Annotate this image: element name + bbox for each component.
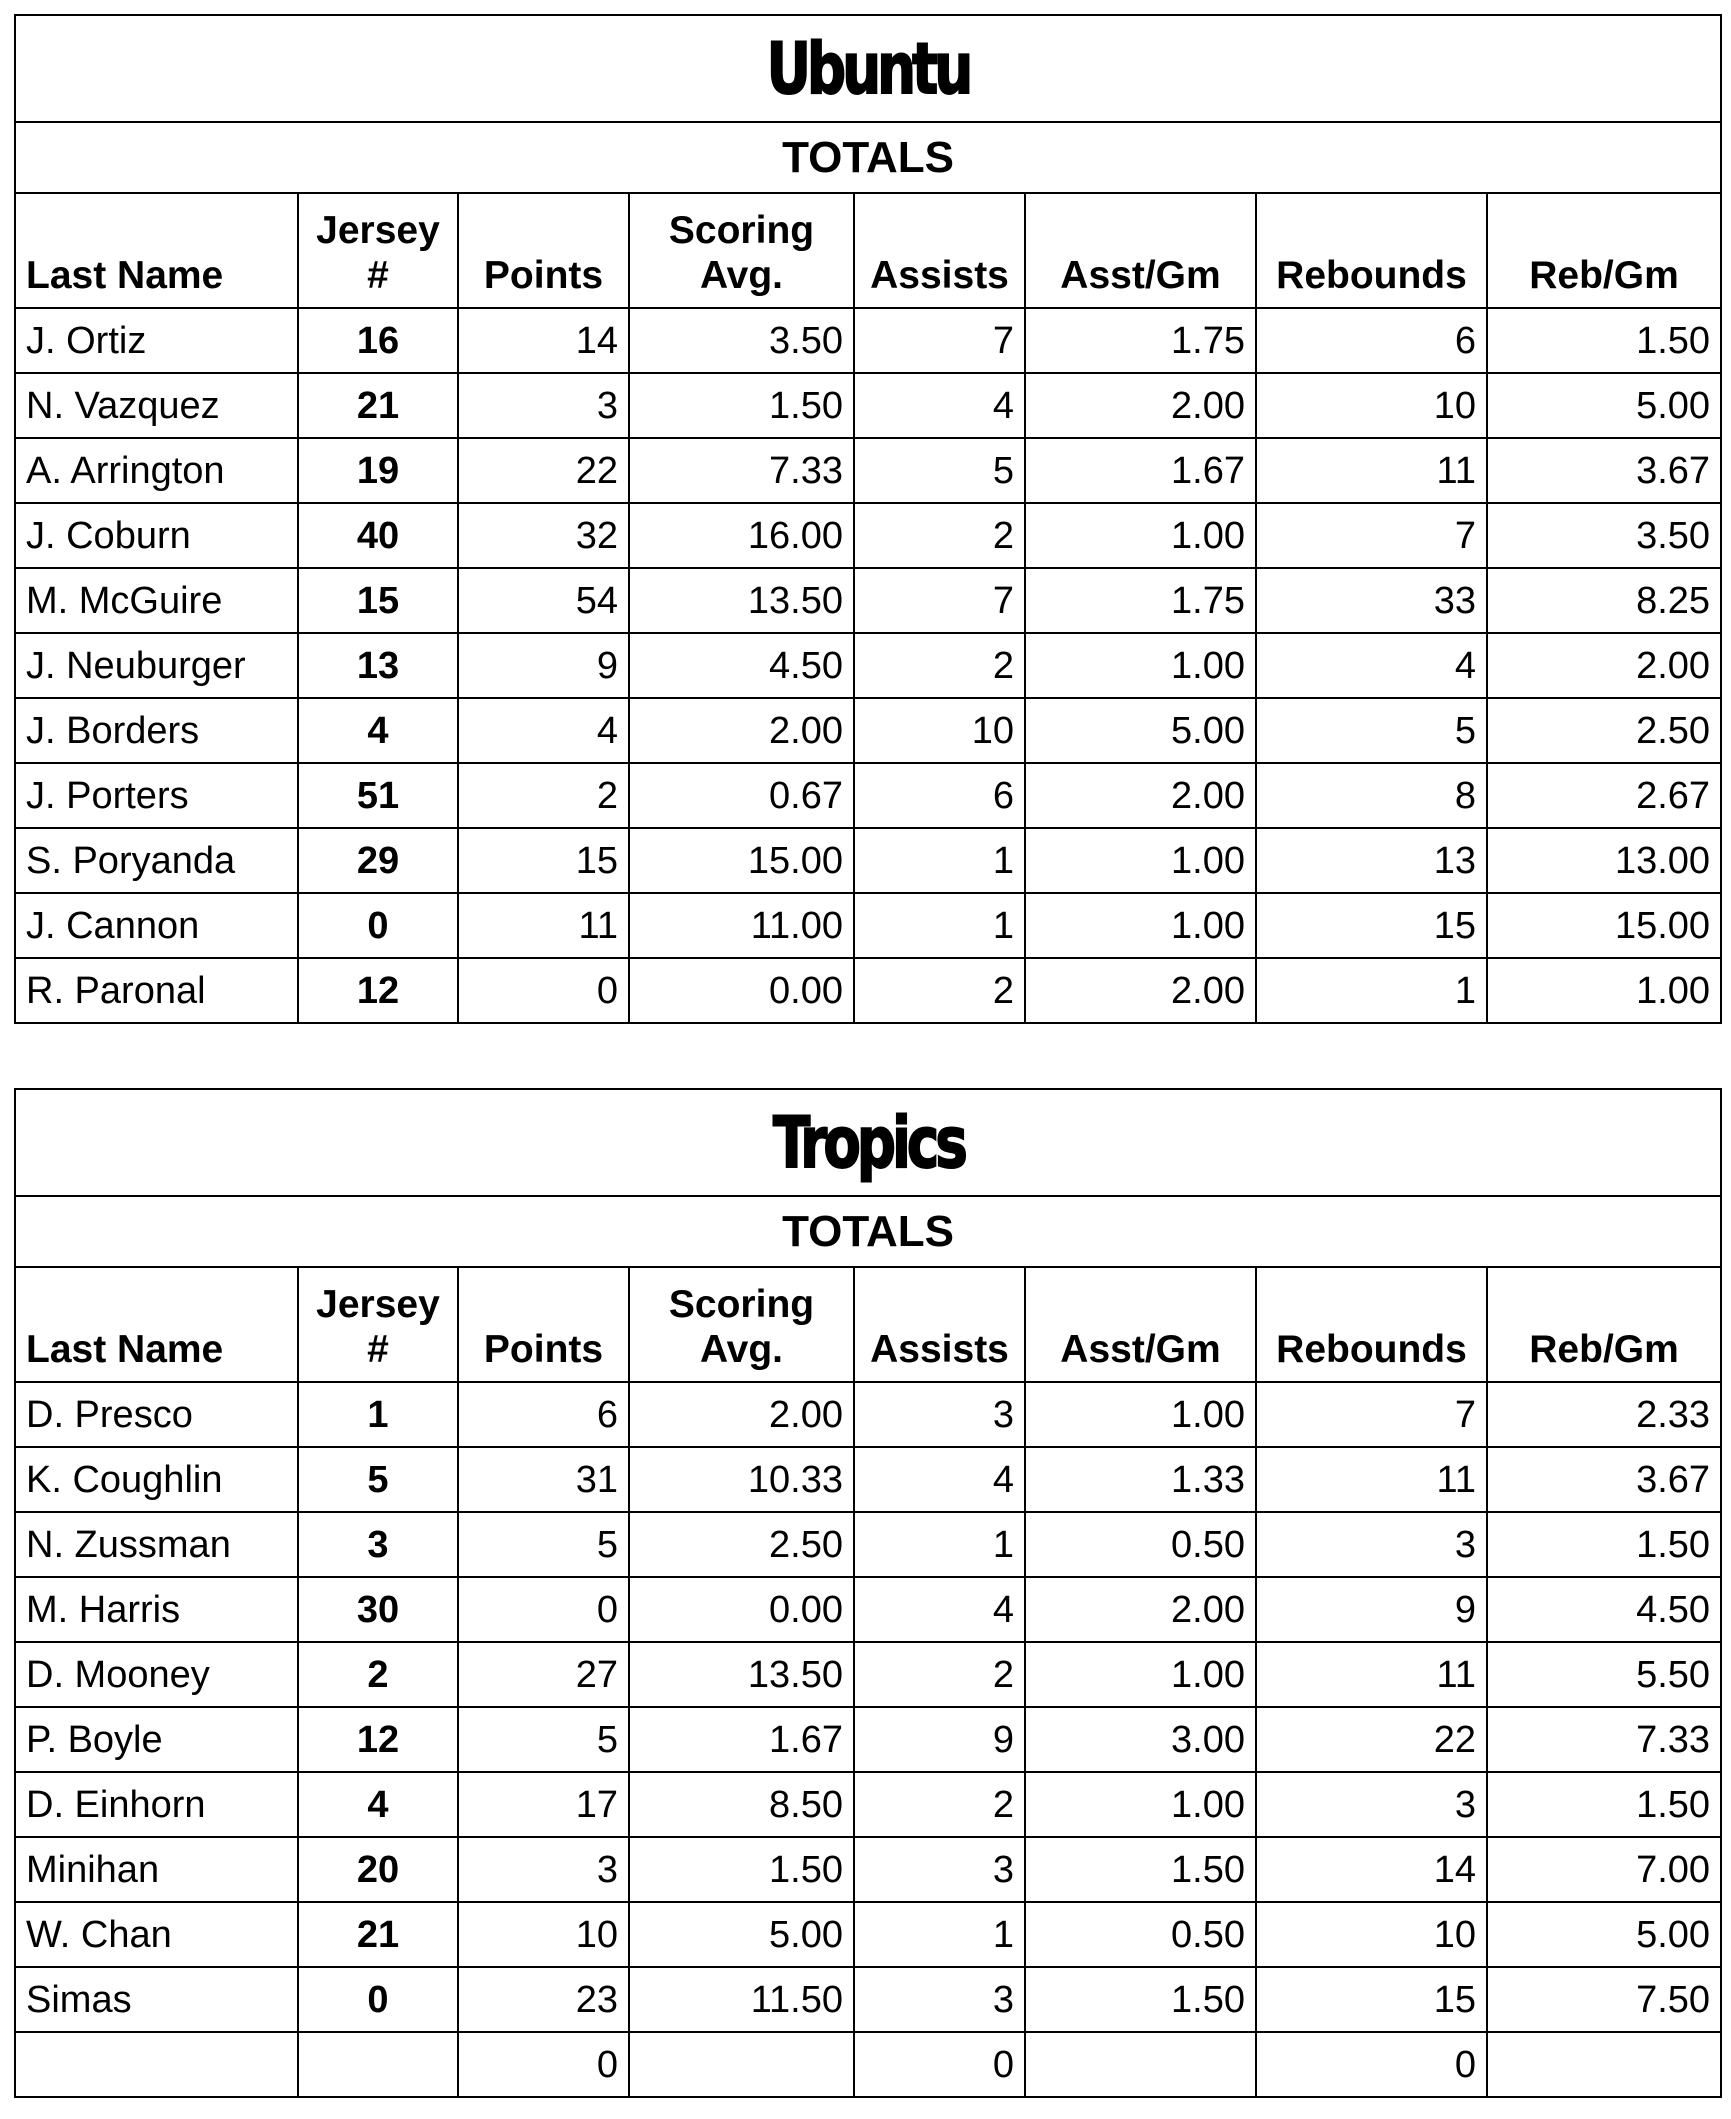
cell-assists: 3 xyxy=(854,1967,1025,2032)
cell-points: 15 xyxy=(458,828,629,893)
cell-asst-gm: 1.50 xyxy=(1025,1967,1256,2032)
cell-assists: 0 xyxy=(854,2032,1025,2097)
cell-reb-gm: 1.50 xyxy=(1487,1772,1721,1837)
cell-assists: 6 xyxy=(854,763,1025,828)
header-reb-gm: Reb/Gm xyxy=(1487,1267,1721,1382)
cell-jersey: 19 xyxy=(298,438,458,503)
cell-rebounds: 11 xyxy=(1256,438,1487,503)
cell-scoring-avg: 1.67 xyxy=(629,1707,854,1772)
cell-last-name: S. Poryanda xyxy=(15,828,298,893)
cell-rebounds: 22 xyxy=(1256,1707,1487,1772)
cell-assists: 2 xyxy=(854,503,1025,568)
header-asst-gm: Asst/Gm xyxy=(1025,193,1256,308)
cell-rebounds: 4 xyxy=(1256,633,1487,698)
cell-assists: 2 xyxy=(854,633,1025,698)
cell-jersey: 20 xyxy=(298,1837,458,1902)
cell-last-name: W. Chan xyxy=(15,1902,298,1967)
cell-jersey: 21 xyxy=(298,373,458,438)
header-points: Points xyxy=(458,193,629,308)
table-row xyxy=(15,2032,1721,2097)
cell-rebounds: 7 xyxy=(1256,1382,1487,1447)
cell-last-name: Minihan xyxy=(15,1837,298,1902)
team-table-tropics xyxy=(14,1088,1722,2098)
cell-rebounds: 1 xyxy=(1256,958,1487,1023)
cell-points: 2 xyxy=(458,763,629,828)
cell-reb-gm: 2.67 xyxy=(1487,763,1721,828)
table-row xyxy=(15,1382,1721,1447)
cell-asst-gm: 3.00 xyxy=(1025,1707,1256,1772)
cell-scoring-avg xyxy=(629,2032,854,2097)
cell-rebounds: 11 xyxy=(1256,1642,1487,1707)
team-title-cell xyxy=(15,15,1721,122)
cell-jersey: 30 xyxy=(298,1577,458,1642)
table-row xyxy=(15,308,1721,373)
cell-asst-gm: 2.00 xyxy=(1025,958,1256,1023)
cell-points: 22 xyxy=(458,438,629,503)
table-row xyxy=(15,633,1721,698)
cell-jersey: 29 xyxy=(298,828,458,893)
table-row xyxy=(15,1447,1721,1512)
cell-scoring-avg: 8.50 xyxy=(629,1772,854,1837)
cell-scoring-avg: 0.00 xyxy=(629,1577,854,1642)
cell-assists: 2 xyxy=(854,958,1025,1023)
cell-rebounds: 15 xyxy=(1256,893,1487,958)
cell-asst-gm: 2.00 xyxy=(1025,373,1256,438)
cell-scoring-avg: 3.50 xyxy=(629,308,854,373)
cell-last-name: J. Porters xyxy=(15,763,298,828)
cell-asst-gm: 2.00 xyxy=(1025,1577,1256,1642)
cell-points: 3 xyxy=(458,1837,629,1902)
table-row xyxy=(15,893,1721,958)
cell-assists: 7 xyxy=(854,308,1025,373)
cell-last-name: J. Cannon xyxy=(15,893,298,958)
cell-jersey: 2 xyxy=(298,1642,458,1707)
cell-scoring-avg: 1.50 xyxy=(629,1837,854,1902)
cell-jersey: 4 xyxy=(298,698,458,763)
cell-asst-gm: 1.00 xyxy=(1025,893,1256,958)
table-row xyxy=(15,1577,1721,1642)
cell-scoring-avg: 10.33 xyxy=(629,1447,854,1512)
cell-assists: 1 xyxy=(854,1512,1025,1577)
cell-asst-gm: 1.00 xyxy=(1025,503,1256,568)
header-row xyxy=(15,1267,1721,1382)
cell-last-name: J. Neuburger xyxy=(15,633,298,698)
cell-scoring-avg: 11.00 xyxy=(629,893,854,958)
cell-points: 23 xyxy=(458,1967,629,2032)
header-jersey: Jersey # xyxy=(298,193,458,308)
header-last-name: Last Name xyxy=(15,193,298,308)
cell-last-name: D. Mooney xyxy=(15,1642,298,1707)
header-row xyxy=(15,193,1721,308)
cell-points: 4 xyxy=(458,698,629,763)
cell-reb-gm: 3.67 xyxy=(1487,1447,1721,1512)
cell-scoring-avg: 4.50 xyxy=(629,633,854,698)
cell-reb-gm: 8.25 xyxy=(1487,568,1721,633)
table-row xyxy=(15,1902,1721,1967)
cell-points: 0 xyxy=(458,958,629,1023)
cell-reb-gm: 3.50 xyxy=(1487,503,1721,568)
team-table-ubuntu xyxy=(14,14,1722,1024)
cell-scoring-avg: 16.00 xyxy=(629,503,854,568)
cell-rebounds: 33 xyxy=(1256,568,1487,633)
cell-rebounds: 10 xyxy=(1256,1902,1487,1967)
header-rebounds: Rebounds xyxy=(1256,1267,1487,1382)
cell-reb-gm: 2.00 xyxy=(1487,633,1721,698)
cell-points: 9 xyxy=(458,633,629,698)
cell-points: 27 xyxy=(458,1642,629,1707)
cell-jersey: 1 xyxy=(298,1382,458,1447)
cell-points: 17 xyxy=(458,1772,629,1837)
cell-points: 5 xyxy=(458,1707,629,1772)
cell-jersey: 12 xyxy=(298,1707,458,1772)
totals-label: TOTALS xyxy=(15,122,1721,193)
cell-reb-gm: 5.00 xyxy=(1487,1902,1721,1967)
cell-scoring-avg: 13.50 xyxy=(629,1642,854,1707)
cell-rebounds: 9 xyxy=(1256,1577,1487,1642)
cell-asst-gm: 1.75 xyxy=(1025,308,1256,373)
cell-assists: 5 xyxy=(854,438,1025,503)
cell-reb-gm: 1.50 xyxy=(1487,308,1721,373)
cell-rebounds: 11 xyxy=(1256,1447,1487,1512)
cell-rebounds: 6 xyxy=(1256,308,1487,373)
cell-last-name: N. Zussman xyxy=(15,1512,298,1577)
cell-jersey: 21 xyxy=(298,1902,458,1967)
cell-points: 6 xyxy=(458,1382,629,1447)
cell-asst-gm: 1.00 xyxy=(1025,1772,1256,1837)
cell-jersey: 5 xyxy=(298,1447,458,1512)
cell-points: 14 xyxy=(458,308,629,373)
cell-jersey: 0 xyxy=(298,1967,458,2032)
cell-assists: 1 xyxy=(854,893,1025,958)
cell-scoring-avg: 7.33 xyxy=(629,438,854,503)
cell-asst-gm: 1.67 xyxy=(1025,438,1256,503)
cell-asst-gm xyxy=(1025,2032,1256,2097)
cell-rebounds: 3 xyxy=(1256,1512,1487,1577)
cell-asst-gm: 1.00 xyxy=(1025,1382,1256,1447)
cell-last-name: J. Coburn xyxy=(15,503,298,568)
cell-reb-gm: 2.33 xyxy=(1487,1382,1721,1447)
cell-asst-gm: 1.00 xyxy=(1025,1642,1256,1707)
cell-last-name: K. Coughlin xyxy=(15,1447,298,1512)
header-reb-gm: Reb/Gm xyxy=(1487,193,1721,308)
cell-points: 0 xyxy=(458,1577,629,1642)
cell-rebounds: 10 xyxy=(1256,373,1487,438)
cell-points: 3 xyxy=(458,373,629,438)
cell-assists: 1 xyxy=(854,1902,1025,1967)
cell-last-name: A. Arrington xyxy=(15,438,298,503)
cell-scoring-avg: 15.00 xyxy=(629,828,854,893)
header-asst-gm: Asst/Gm xyxy=(1025,1267,1256,1382)
team-title: Tropics xyxy=(772,1101,964,1184)
cell-points: 54 xyxy=(458,568,629,633)
cell-asst-gm: 0.50 xyxy=(1025,1512,1256,1577)
cell-last-name: M. McGuire xyxy=(15,568,298,633)
cell-scoring-avg: 0.67 xyxy=(629,763,854,828)
cell-points: 5 xyxy=(458,1512,629,1577)
cell-reb-gm: 7.33 xyxy=(1487,1707,1721,1772)
cell-rebounds: 14 xyxy=(1256,1837,1487,1902)
cell-rebounds: 15 xyxy=(1256,1967,1487,2032)
cell-last-name: Simas xyxy=(15,1967,298,2032)
cell-assists: 3 xyxy=(854,1382,1025,1447)
cell-assists: 10 xyxy=(854,698,1025,763)
cell-scoring-avg: 5.00 xyxy=(629,1902,854,1967)
cell-points: 10 xyxy=(458,1902,629,1967)
cell-assists: 1 xyxy=(854,828,1025,893)
cell-jersey: 16 xyxy=(298,308,458,373)
header-assists: Assists xyxy=(854,193,1025,308)
cell-jersey: 0 xyxy=(298,893,458,958)
header-last-name: Last Name xyxy=(15,1267,298,1382)
cell-jersey: 4 xyxy=(298,1772,458,1837)
table-row xyxy=(15,1707,1721,1772)
cell-last-name: J. Borders xyxy=(15,698,298,763)
table-row xyxy=(15,373,1721,438)
cell-scoring-avg: 11.50 xyxy=(629,1967,854,2032)
cell-reb-gm: 7.00 xyxy=(1487,1837,1721,1902)
cell-assists: 2 xyxy=(854,1772,1025,1837)
table-row xyxy=(15,1772,1721,1837)
cell-jersey: 3 xyxy=(298,1512,458,1577)
table-row xyxy=(15,1512,1721,1577)
team-title: Ubuntu xyxy=(766,27,970,110)
cell-last-name: D. Presco xyxy=(15,1382,298,1447)
cell-rebounds: 3 xyxy=(1256,1772,1487,1837)
table-row xyxy=(15,763,1721,828)
cell-jersey: 13 xyxy=(298,633,458,698)
header-scoring-avg: Scoring Avg. xyxy=(629,1267,854,1382)
cell-assists: 4 xyxy=(854,1447,1025,1512)
cell-assists: 2 xyxy=(854,1642,1025,1707)
cell-last-name: N. Vazquez xyxy=(15,373,298,438)
cell-asst-gm: 1.00 xyxy=(1025,633,1256,698)
cell-assists: 9 xyxy=(854,1707,1025,1772)
cell-asst-gm: 1.75 xyxy=(1025,568,1256,633)
cell-reb-gm: 2.50 xyxy=(1487,698,1721,763)
table-row xyxy=(15,568,1721,633)
cell-reb-gm: 5.50 xyxy=(1487,1642,1721,1707)
cell-jersey: 51 xyxy=(298,763,458,828)
cell-last-name: P. Boyle xyxy=(15,1707,298,1772)
header-points: Points xyxy=(458,1267,629,1382)
totals-label: TOTALS xyxy=(15,1196,1721,1267)
cell-jersey: 12 xyxy=(298,958,458,1023)
cell-asst-gm: 2.00 xyxy=(1025,763,1256,828)
cell-jersey: 40 xyxy=(298,503,458,568)
cell-reb-gm: 13.00 xyxy=(1487,828,1721,893)
cell-last-name: J. Ortiz xyxy=(15,308,298,373)
cell-scoring-avg: 0.00 xyxy=(629,958,854,1023)
cell-last-name: M. Harris xyxy=(15,1577,298,1642)
table-row xyxy=(15,503,1721,568)
cell-points: 32 xyxy=(458,503,629,568)
cell-rebounds: 5 xyxy=(1256,698,1487,763)
cell-last-name: R. Paronal xyxy=(15,958,298,1023)
header-rebounds: Rebounds xyxy=(1256,193,1487,308)
cell-reb-gm: 1.50 xyxy=(1487,1512,1721,1577)
cell-assists: 3 xyxy=(854,1837,1025,1902)
cell-scoring-avg: 1.50 xyxy=(629,373,854,438)
team-title-cell xyxy=(15,1089,1721,1196)
cell-scoring-avg: 2.50 xyxy=(629,1512,854,1577)
cell-rebounds: 0 xyxy=(1256,2032,1487,2097)
cell-last-name xyxy=(15,2032,298,2097)
cell-last-name: D. Einhorn xyxy=(15,1772,298,1837)
cell-assists: 4 xyxy=(854,1577,1025,1642)
table-row xyxy=(15,958,1721,1023)
header-jersey: Jersey # xyxy=(298,1267,458,1382)
cell-reb-gm: 1.00 xyxy=(1487,958,1721,1023)
cell-reb-gm: 7.50 xyxy=(1487,1967,1721,2032)
cell-jersey: 15 xyxy=(298,568,458,633)
cell-reb-gm: 3.67 xyxy=(1487,438,1721,503)
cell-rebounds: 7 xyxy=(1256,503,1487,568)
cell-asst-gm: 1.00 xyxy=(1025,828,1256,893)
cell-rebounds: 13 xyxy=(1256,828,1487,893)
table-row xyxy=(15,1837,1721,1902)
cell-reb-gm: 15.00 xyxy=(1487,893,1721,958)
cell-points: 0 xyxy=(458,2032,629,2097)
cell-assists: 4 xyxy=(854,373,1025,438)
cell-reb-gm xyxy=(1487,2032,1721,2097)
table-row xyxy=(15,698,1721,763)
cell-asst-gm: 1.33 xyxy=(1025,1447,1256,1512)
cell-scoring-avg: 2.00 xyxy=(629,1382,854,1447)
cell-asst-gm: 0.50 xyxy=(1025,1902,1256,1967)
header-scoring-avg: Scoring Avg. xyxy=(629,193,854,308)
cell-asst-gm: 1.50 xyxy=(1025,1837,1256,1902)
cell-rebounds: 8 xyxy=(1256,763,1487,828)
cell-points: 31 xyxy=(458,1447,629,1512)
cell-scoring-avg: 13.50 xyxy=(629,568,854,633)
cell-reb-gm: 4.50 xyxy=(1487,1577,1721,1642)
cell-jersey xyxy=(298,2032,458,2097)
table-row xyxy=(15,1967,1721,2032)
cell-assists: 7 xyxy=(854,568,1025,633)
cell-points: 11 xyxy=(458,893,629,958)
cell-scoring-avg: 2.00 xyxy=(629,698,854,763)
cell-asst-gm: 5.00 xyxy=(1025,698,1256,763)
table-row xyxy=(15,438,1721,503)
table-row xyxy=(15,828,1721,893)
cell-reb-gm: 5.00 xyxy=(1487,373,1721,438)
header-assists: Assists xyxy=(854,1267,1025,1382)
table-row xyxy=(15,1642,1721,1707)
